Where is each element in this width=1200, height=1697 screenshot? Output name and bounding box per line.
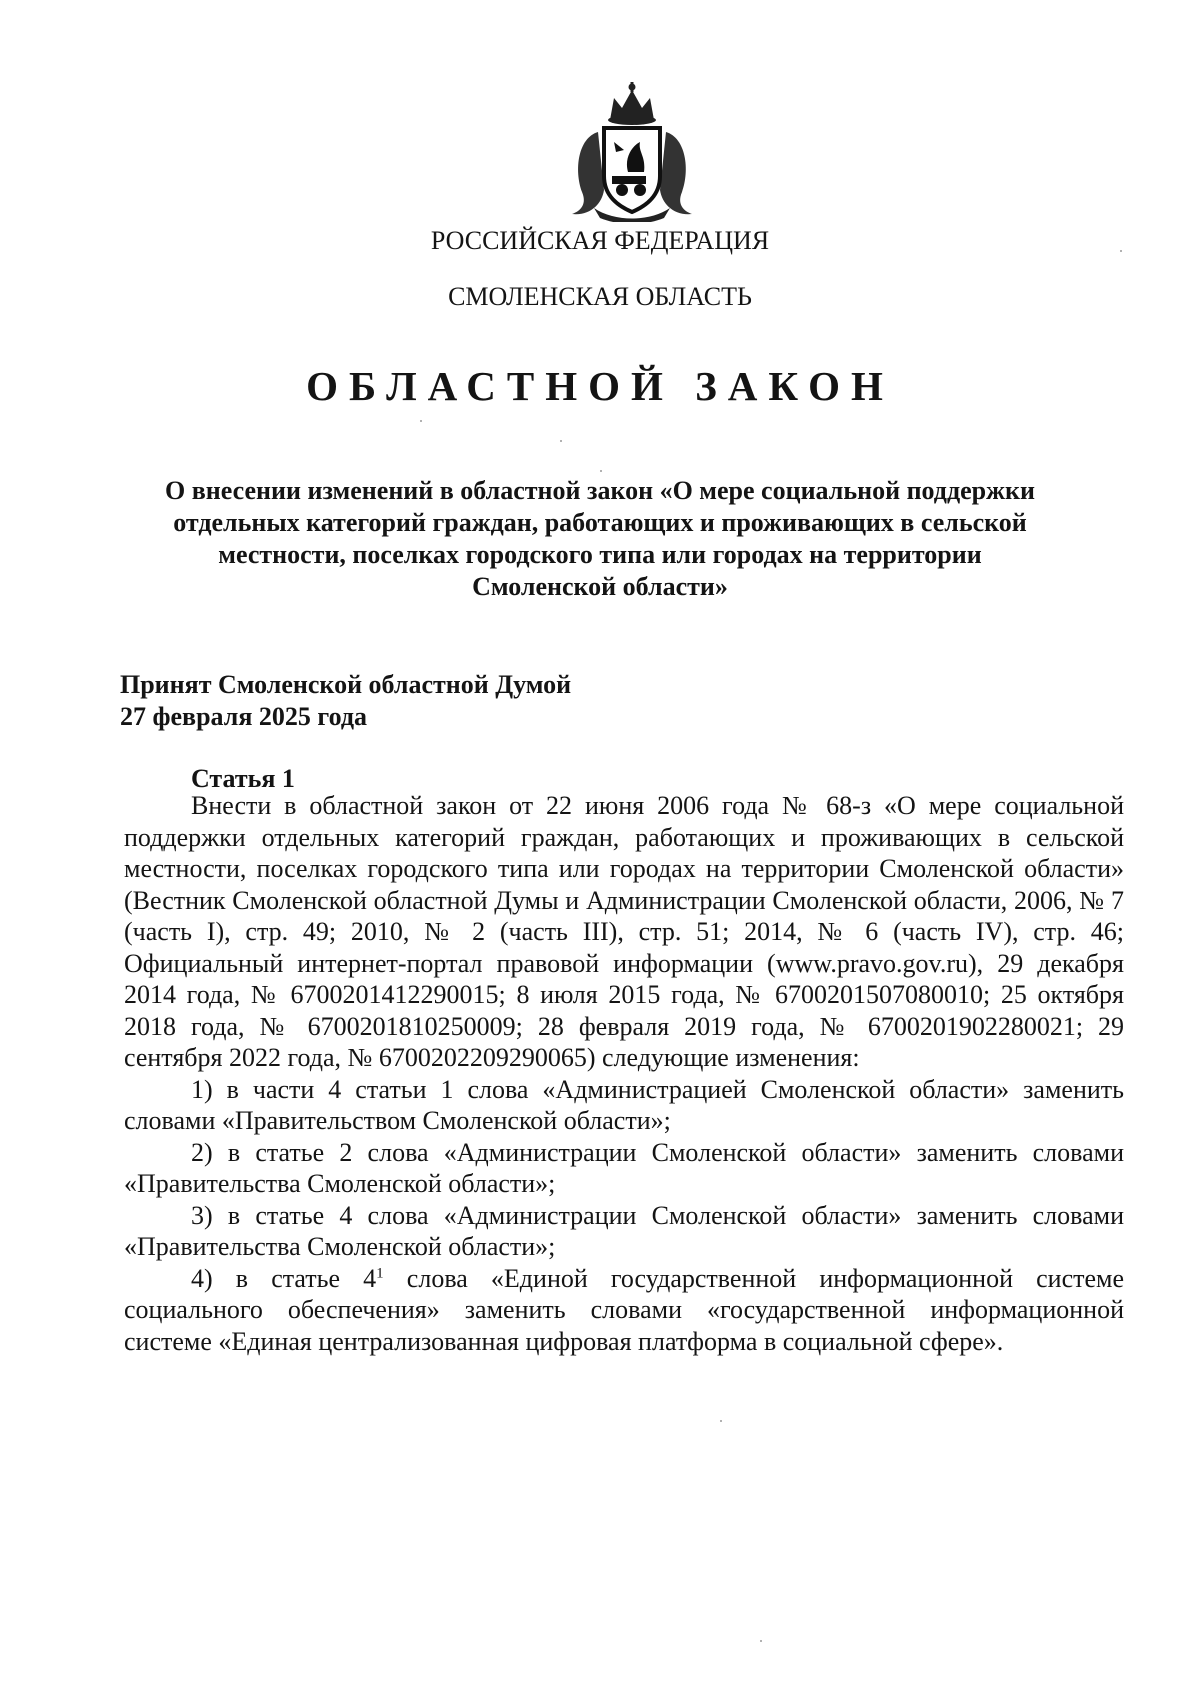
amendment-item-4-start: 4) в статье 4 (191, 1263, 377, 1293)
subject-line: Смоленской области» (472, 572, 728, 601)
scan-speck (1120, 250, 1122, 252)
law-subject (150, 475, 1050, 603)
document-type-title: ОБЛАСТНОЙ ЗАКОН (306, 363, 894, 409)
country-name: РОССИЙСКАЯ ФЕДЕРАЦИЯ (430, 226, 770, 255)
amendment-item-4 (124, 1263, 1124, 1358)
article-superscript: 1 (376, 1264, 384, 1281)
amendment-item-4-rest: слова «Единой государственной информационной системе социального обеспечения» заменить словами «государственной информационной системе «Единая централизованная цифровая платформа в социальной сфере». (124, 1263, 1125, 1356)
adoption-body: Принят Смоленской областной Думой (120, 670, 572, 699)
amendment-item-2: 2) в статье 2 слова «Администрации Смоленской области» заменить словами «Правительства Смоленской области»; (124, 1137, 1124, 1198)
subject-line: отдельных категорий граждан, работающих и проживающих в сельской (173, 508, 1027, 537)
smolensk-coat-of-arms-icon (568, 80, 696, 222)
amendment-item-1: 1) в части 4 статьи 1 слова «Администрацией Смоленской области» заменить словами «Правительством Смоленской области»; (124, 1074, 1124, 1135)
adoption-info (120, 669, 571, 733)
scan-speck (420, 420, 422, 422)
scan-speck (760, 1640, 762, 1642)
subject-line: местности, поселках городского типа или городах на территории (218, 540, 982, 569)
scan-speck (560, 440, 562, 442)
article-intro-paragraph: Внести в областной закон от 22 июня 2006 года № 68-з «О мере социальной поддержки отдельных категорий граждан, работающих и проживающих в сельской местности, поселках городского типа или городах на территории Смоленской области» (Вестник Смоленской областной Думы и Администрации Смоленской области, 2006, № 7 (часть I), стр. 49; 2010, № 2 (часть III), стр. 51; 2014, № 6 (часть IV), стр. 46; Официальный интернет-портал правовой информации (www.pravo.gov.ru), 29 декабря 2014 года, № 6700201412290015; 8 июля 2015 года, № 6700201507080010; 25 октября 2018 года, № 6700201810250009; 28 февраля 2019 года, № 6700201902280021; 29 сентября 2022 года, № 6700202209290065) следующие изменения: (124, 791, 1124, 1072)
amendment-item-3: 3) в статье 4 слова «Администрации Смоленской области» заменить словами «Правительства Смоленской области»; (124, 1200, 1124, 1261)
scan-speck (600, 470, 602, 472)
adoption-date: 27 февраля 2025 года (120, 702, 367, 731)
article-heading: Статья 1 (191, 764, 295, 793)
article-body (124, 790, 1124, 1357)
region-name: СМОЛЕНСКАЯ ОБЛАСТЬ (448, 282, 752, 311)
scan-speck (720, 1420, 722, 1422)
subject-line: О внесении изменений в областной закон «О мере социальной поддержки (165, 476, 1035, 505)
